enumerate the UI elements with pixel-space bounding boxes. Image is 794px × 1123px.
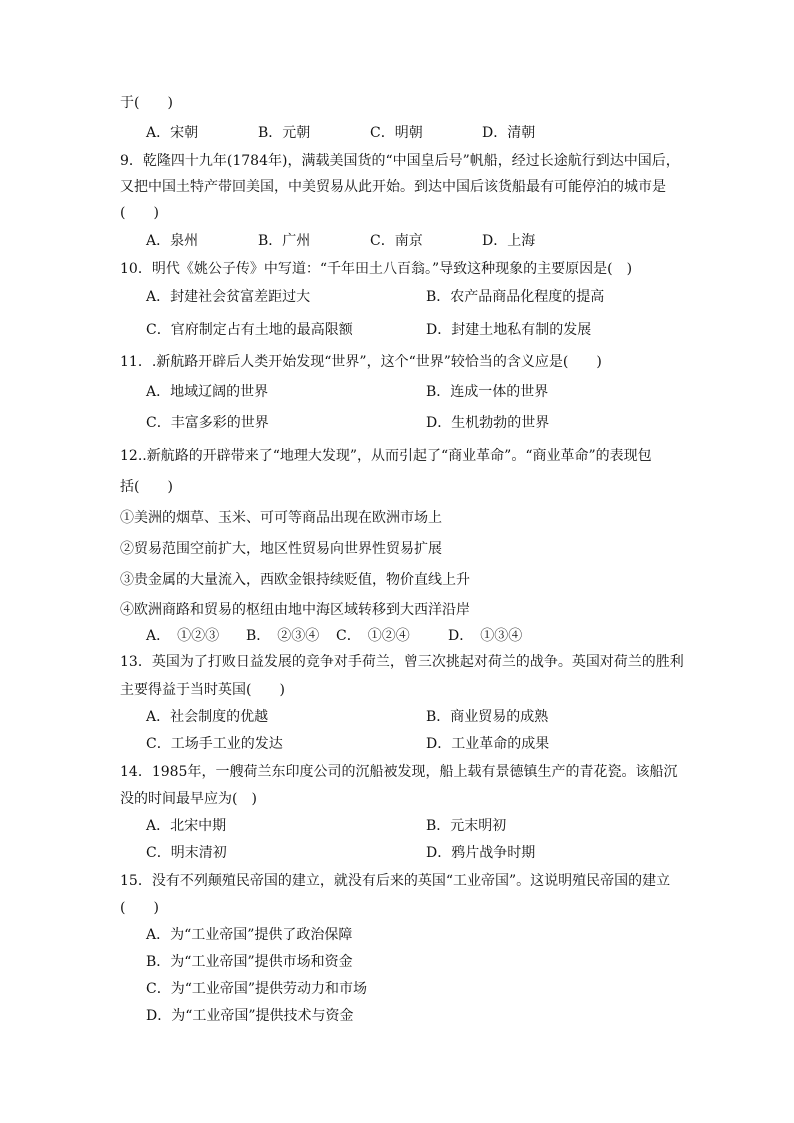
q12-option-b: B． ②③④ [246, 628, 320, 644]
q11-stem-line: 11．.新航路开辟后人类开始发现“世界”，这个“世界”较恰当的含义应是( ) [120, 354, 602, 370]
q15-stem-line: ( ) [120, 900, 159, 916]
q13-option-b: B．商业贸易的成熟 [426, 709, 549, 725]
q13-option-c: C．工场手工业的发达 [146, 736, 283, 752]
q12-stem-line: 括( ) [120, 479, 173, 495]
q14-stem-line: 14．1985年，一艘荷兰东印度公司的沉船被发现，船上载有景德镇生产的青花瓷。该船沉 [120, 764, 678, 780]
q8-option-d: D．清朝 [482, 125, 536, 141]
q9-stem-line: 9．乾隆四十九年(1784年)，满载美国货的“中国皇后号”帆船，经过长途航行到达中国后， [120, 153, 680, 169]
q10-stem-line: 10．明代《姚公子传》中写道：“千年田土八百翁。”导致这种现象的主要原因是( ) [120, 261, 633, 277]
q9-stem-line: ( ) [120, 205, 159, 221]
q12-option-a: A． ①②③ [146, 628, 220, 644]
q8-option-c: C．明朝 [370, 125, 423, 141]
q15-option-a: A．为“工业帝国”提供了政治保障 [146, 927, 353, 943]
q9-option-c: C．南京 [370, 233, 423, 249]
q9-option-d: D．上海 [482, 233, 536, 249]
q15-option-b: B．为“工业帝国”提供市场和资金 [146, 954, 353, 970]
q10-option-b: B．农产品商品化程度的提高 [426, 289, 605, 305]
q10-option-a: A．封建社会贫富差距过大 [146, 289, 311, 305]
q12-item-1: ①美洲的烟草、玉米、可可等商品出现在欧洲市场上 [120, 510, 442, 526]
q11-option-c: C．丰富多彩的世界 [146, 415, 269, 431]
q14-option-b: B．元末明初 [426, 818, 507, 834]
q10-option-c: C．官府制定占有土地的最高限额 [146, 322, 353, 338]
q12-item-3: ③贵金属的大量流入，西欧金银持续贬值，物价直线上升 [120, 572, 470, 588]
q12-item-2: ②贸易范围空前扩大，地区性贸易向世界性贸易扩展 [120, 541, 442, 557]
q9-stem-line: 又把中国土特产带回美国，中美贸易从此开始。到达中国后该货船最有可能停泊的城市是 [120, 179, 666, 195]
q15-option-d: D．为“工业帝国”提供技术与资金 [146, 1008, 354, 1024]
q8-stem: 于( ) [120, 95, 173, 111]
q8-option-a: A．宋朝 [146, 125, 199, 141]
q11-option-a: A．地域辽阔的世界 [146, 384, 269, 400]
q14-stem-line: 没的时间最早应为( ) [120, 791, 257, 807]
q12-option-c: C． ①②④ [336, 628, 410, 644]
q11-option-d: D．生机勃勃的世界 [426, 415, 550, 431]
q15-option-c: C．为“工业帝国”提供劳动力和市场 [146, 981, 368, 997]
q13-option-d: D．工业革命的成果 [426, 736, 550, 752]
q10-option-d: D．封建土地私有制的发展 [426, 322, 592, 338]
q15-stem-line: 15．没有不列颠殖民帝国的建立，就没有后来的英国“工业帝国”。这说明殖民帝国的建立 [120, 873, 671, 889]
q13-option-a: A．社会制度的优越 [146, 709, 269, 725]
q12-item-4: ④欧洲商路和贸易的枢纽由地中海区域转移到大西洋沿岸 [120, 602, 470, 618]
q9-option-a: A．泉州 [146, 233, 199, 249]
q9-option-b: B．广州 [258, 233, 311, 249]
q8-option-b: B．元朝 [258, 125, 311, 141]
q14-option-a: A．北宋中期 [146, 818, 227, 834]
q14-option-c: C．明末清初 [146, 845, 227, 861]
q13-stem-line: 13．英国为了打败日益发展的竞争对手荷兰，曾三次挑起对荷兰的战争。英国对荷兰的胜利 [120, 654, 684, 670]
q12-option-d: D． ①③④ [448, 628, 523, 644]
q11-option-b: B．连成一体的世界 [426, 384, 549, 400]
q13-stem-line: 主要得益于当时英国( ) [120, 682, 285, 698]
q12-stem-line: 12..新航路的开辟带来了“地理大发现”，从而引起了“商业革命”。“商业革命”的表现包 [120, 448, 652, 464]
q14-option-d: D．鸦片战争时期 [426, 845, 536, 861]
